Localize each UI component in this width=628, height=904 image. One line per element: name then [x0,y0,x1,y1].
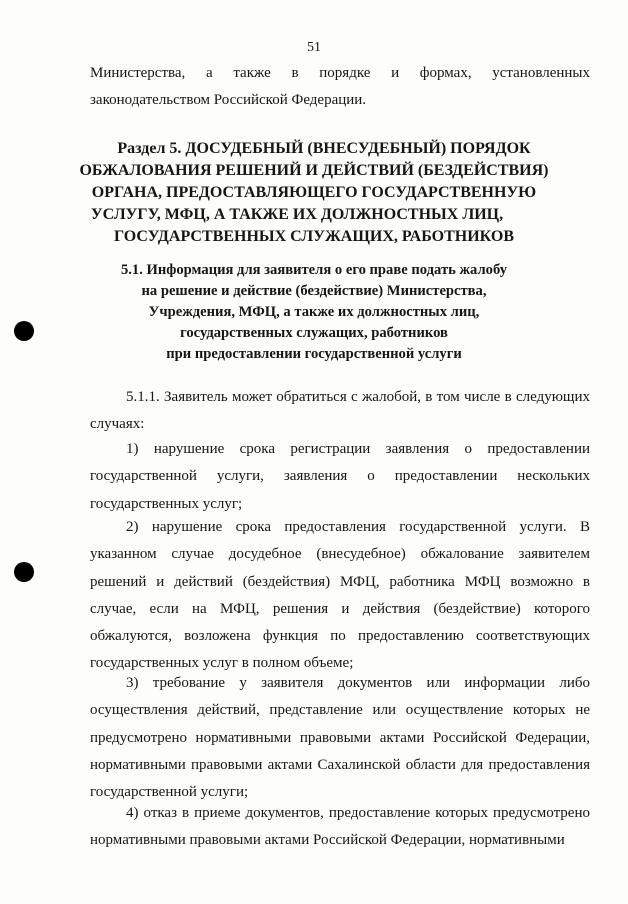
section-heading-line: ОРГАНА, ПРЕДОСТАВЛЯЮЩЕГО ГОСУДАРСТВЕННУЮ [91,184,537,201]
subsection-heading-line: при предоставлении государственной услуги [166,346,462,362]
subsection-heading-line: государственных служащих, работников [180,325,448,341]
list-item-3: 3) требование у заявителя документов или информации либо осуществления действий, представление или осуществление которых не предусмотрено нормативными правовыми актами Российской Федерации, нормативными правовыми актами Сахалинской области для предоставления государственной услуги; [90,675,590,801]
section-heading-line: ОБЖАЛОВАНИЯ РЕШЕНИЙ И ДЕЙСТВИЙ (БЕЗДЕЙСТВИЯ) [79,162,549,179]
subsection-heading-line: на решение и действие (бездействие) Министерства, [141,283,487,299]
list-item-4: 4) отказ в приеме документов, предоставление которых предусмотрено нормативными правовыми актами Российской Федерации, нормативными [90,805,590,849]
subsection-heading [0,260,628,365]
intro-paragraph: Министерства, а также в порядке и формах, установленных законодательством Российской Федерации. [90,65,590,109]
section-heading-line: ГОСУДАРСТВЕННЫХ СЛУЖАЩИХ, РАБОТНИКОВ [114,228,514,245]
subsection-heading-line: 5.1. Информация для заявителя о его праве подать жалобу [120,262,508,278]
page-number: 51 [307,40,321,55]
section-heading-line: Раздел 5. ДОСУДЕБНЫЙ (ВНЕСУДЕБНЫЙ) ПОРЯДОК [117,140,531,157]
paragraph-5-1-1: 5.1.1. Заявитель может обратиться с жалобой, в том числе в следующих случаях: [90,389,590,433]
subsection-heading-line: Учреждения, МФЦ, а также их должностных лиц, [148,304,480,320]
list-item-2: 2) нарушение срока предоставления государственной услуги. В указанном случае досудебное (внесудебное) обжалование заявителем решений и действий (бездействия) МФЦ, работника МФЦ возможно в случае, если на МФЦ, решения и действия (бездействие) которого обжалуются, возложена функция по предоставлению соответствующих государственных услуг в полном объеме; [90,519,590,672]
binder-hole-icon [14,321,34,341]
binder-hole-icon [14,562,34,582]
section-heading [0,138,628,248]
list-item-1: 1) нарушение срока регистрации заявления о предоставлении государственной услуги, заявления о предоставлении нескольких государственных услуг; [90,441,590,512]
section-heading-line: УСЛУГУ, МФЦ, А ТАКЖЕ ИХ ДОЛЖНОСТНЫХ ЛИЦ, [90,206,504,223]
